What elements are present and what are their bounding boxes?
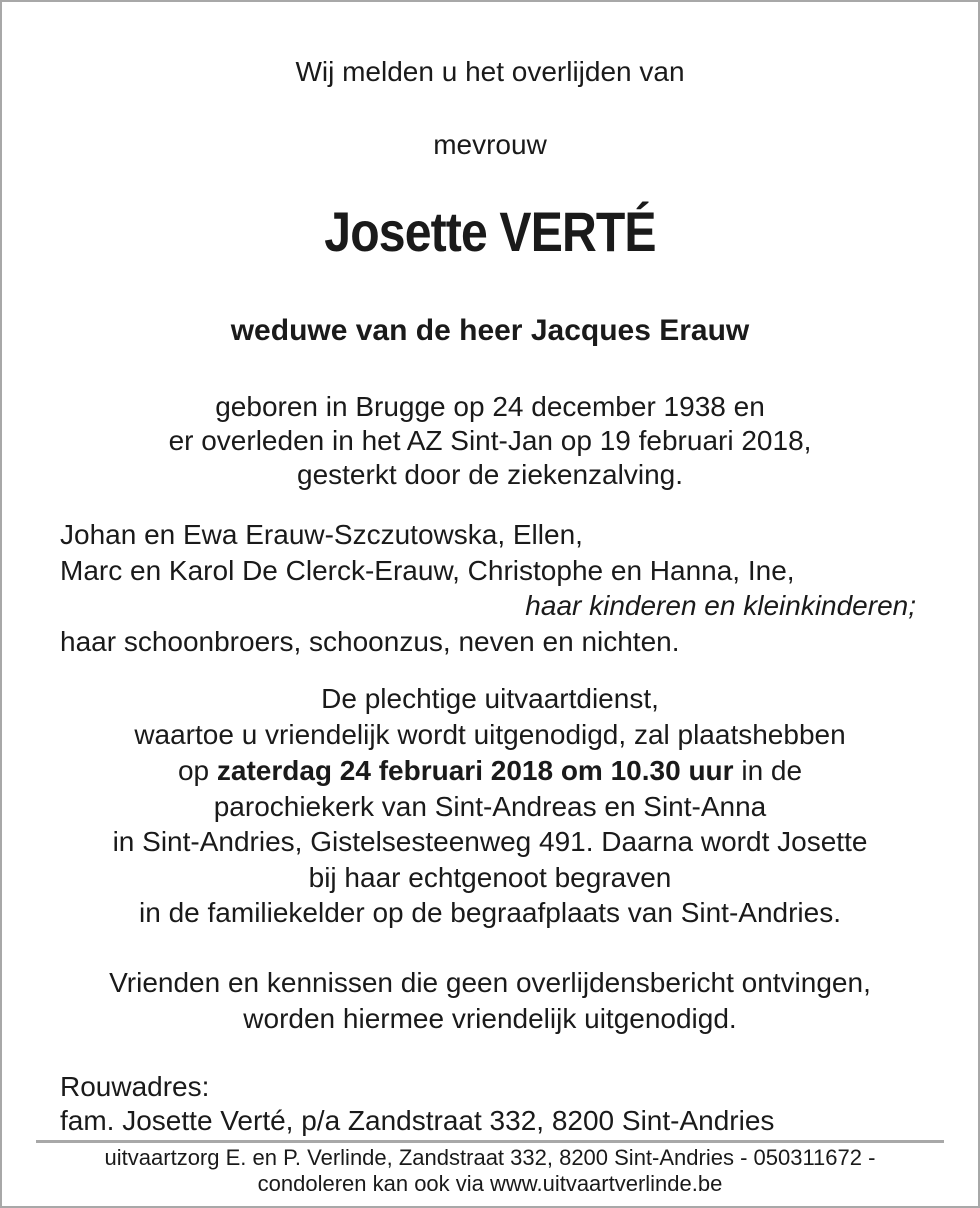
service-line: in Sint-Andries, Gistelsesteenweg 491. Daarna wordt Josette — [112, 826, 868, 857]
service-line: bij haar echtgenoot begraven — [308, 862, 672, 893]
address-label: Rouwadres: — [60, 1071, 210, 1102]
service-date-prefix: op — [177, 755, 210, 786]
birth-line: geboren in Brugge op 24 december 1938 en — [215, 391, 765, 422]
friends-line: Vrienden en kennissen die geen overlijdensbericht ontvingen, — [109, 967, 871, 998]
family-role: haar kinderen en kleinkinderen; — [525, 590, 916, 621]
sacrament-line: gesterkt door de ziekenzalving. — [297, 459, 683, 490]
family-line: Marc en Karol De Clerck-Erauw, Christophe en Hanna, Ine, — [60, 555, 795, 586]
deceased-name: Josette VERTÉ — [324, 200, 656, 263]
footer-line: uitvaartzorg E. en P. Verlinde, Zandstraat 332, 8200 Sint-Andries - 050311672 - — [104, 1145, 876, 1170]
friends-line: worden hiermee vriendelijk uitgenodigd. — [243, 1003, 737, 1034]
service-line: parochiekerk van Sint-Andreas en Sint-Anna — [213, 791, 767, 822]
footer-line: condoleren kan ook via www.uitvaartverlinde.be — [257, 1171, 723, 1196]
service-date: zaterdag 24 februari 2018 om 10.30 uur — [216, 755, 734, 786]
family-line: haar schoonbroers, schoonzus, neven en nichten. — [60, 626, 680, 657]
footer-divider — [36, 1140, 944, 1143]
service-date-suffix: in de — [741, 755, 803, 786]
family-line: Johan en Ewa Erauw-Szczutowska, Ellen, — [60, 519, 583, 550]
death-line: er overleden in het AZ Sint-Jan op 19 februari 2018, — [168, 425, 812, 456]
service-line: in de familiekelder op de begraafplaats van Sint-Andries. — [139, 897, 841, 928]
salutation: mevrouw — [433, 129, 547, 160]
service-line: De plechtige uitvaartdienst, — [321, 683, 659, 714]
intro-text: Wij melden u het overlijden van — [295, 56, 685, 87]
service-line: waartoe u vriendelijk wordt uitgenodigd, zal plaatshebben — [134, 719, 846, 750]
address: fam. Josette Verté, p/a Zandstraat 332, 8200 Sint-Andries — [60, 1105, 775, 1136]
widow-of: weduwe van de heer Jacques Erauw — [230, 314, 750, 347]
service-date-line — [2, 754, 978, 788]
